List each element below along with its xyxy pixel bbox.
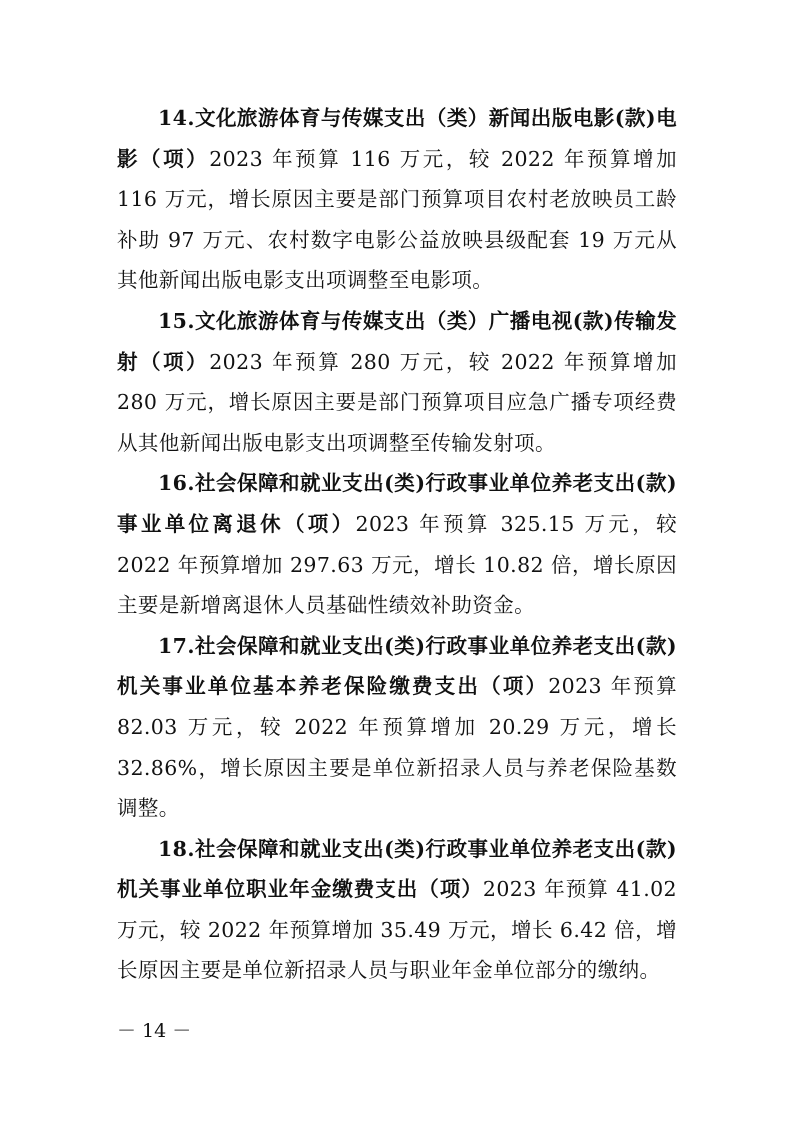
paragraph-17	[117, 626, 677, 829]
paragraph-heading: 15.文化旅游体育与传媒支出（类）广播电视(款)传输发射（项）	[117, 308, 677, 374]
paragraph-15	[117, 301, 677, 463]
paragraph-heading: 16.社会保障和就业支出(类)行政事业单位养老支出(款)事业单位离退休（项）	[117, 471, 677, 536]
paragraph-text: 2023 年预算 325.15 万元，较 2022 年预算增加 297.63 万元，增长 10.82 倍，增长原因主要是新增离退休人员基础性绩效补助资金。	[117, 511, 677, 618]
paragraph-text: 2023 年预算 116 万元，较 2022 年预算增加 116 万元，增长原因主要是部门预算项目农村老放映员工龄补助 97 万元、农村数字电影公益放映县级配套 19 万元从其他新闻出版电影支出项调整至电影项。	[117, 146, 677, 293]
paragraph-heading: 14.文化旅游体育与传媒支出（类）新闻出版电影(款)电影（项）	[117, 106, 677, 171]
paragraph-heading: 18.社会保障和就业支出(类)行政事业单位养老支出(款)机关事业单位职业年金缴费支出（项）	[117, 836, 677, 902]
paragraph-18	[117, 829, 677, 991]
document-body	[117, 98, 677, 991]
paragraph-text: 2023 年预算 280 万元，较 2022 年预算增加 280 万元，增长原因主要是部门预算项目应急广播专项经费从其他新闻出版电影支出项调整至传输发射项。	[117, 349, 677, 455]
paragraph-text: 2023 年预算 82.03 万元，较 2022 年预算增加 20.29 万元，增长 32.86%，增长原因主要是单位新招录人员与养老保险基数调整。	[117, 674, 677, 821]
paragraph-text: 2023 年预算 41.02 万元，较 2022 年预算增加 35.49 万元，增长 6.42 倍，增长原因主要是单位新招录人员与职业年金单位部分的缴纳。	[117, 877, 677, 983]
paragraph-heading: 17.社会保障和就业支出(类)行政事业单位养老支出(款)机关事业单位基本养老保险缴费支出（项）	[117, 633, 677, 699]
paragraph-16	[117, 463, 677, 625]
page-number: － 14 －	[117, 1020, 192, 1042]
paragraph-14	[117, 98, 677, 301]
